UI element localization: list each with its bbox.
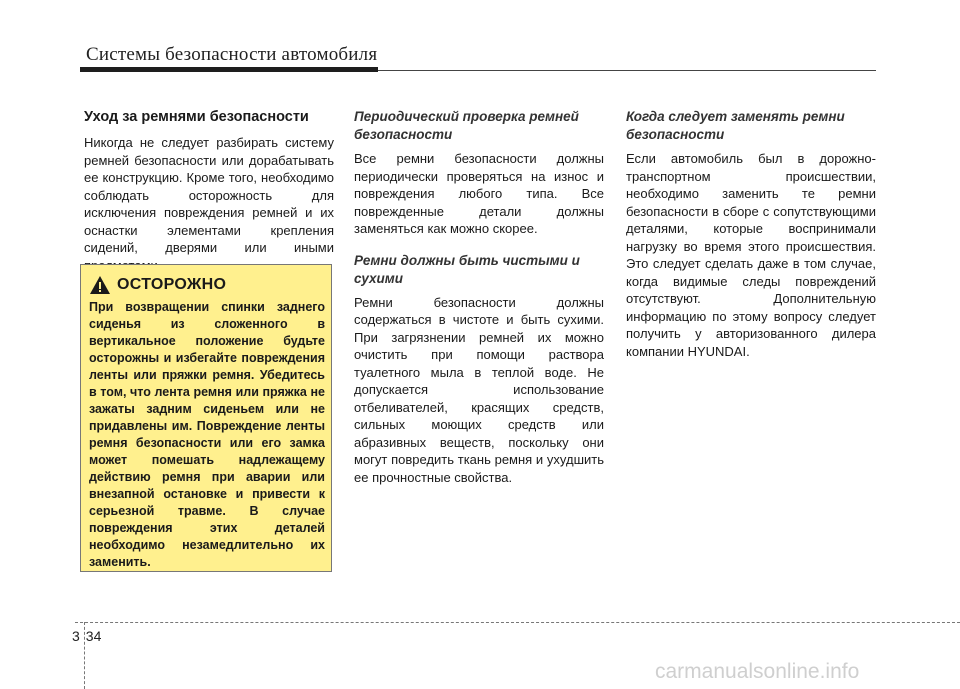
column-1 bbox=[84, 108, 334, 274]
paragraph-clean-dry: Ремни безопасности должны содержаться в чистоте и быть сухими. При загрязнении ремней их можно очистить при помощи раствора туалетного мыла в теплой воде. Не допускается использование отбеливателей, красящих средств, сильных моющих средств или абразивных веществ, поскольку они могут повредить ткань ремня и ухудшить ее прочностные свойства. bbox=[354, 294, 604, 485]
paragraph-belt-care: Никогда не следует разбирать систему ремней безопасности или дорабатывать ее конструкцию. Кроме того, необходимо соблюдать осторожность для исключения повреждения ремней и их оснастки элементами крепления сидений, дверями или иными bbox=[84, 135, 334, 255]
footer-rule bbox=[75, 622, 960, 623]
warning-triangle-icon bbox=[89, 275, 111, 295]
page-number bbox=[72, 628, 101, 644]
paragraph-periodic-check: Все ремни безопасности должны периодически проверяться на износ и повреждения любого типа. Все поврежденные детали должны заменяться как можно скорее. bbox=[354, 151, 604, 236]
paragraph-replace-belts: Если автомобиль был в дорожно-транспортном происшествии, необходимо заменить те ремни безопасности в сборе с сопутствующими деталями, которые воспринимали нагрузку во время этого происшествия. Это следует сделать даже в том случае, когда видимые следы повреждений отсутствуют. Дополнительную информацию по этому вопросу следует получить у авторизованного дилера компании HYUNDAI. bbox=[626, 151, 876, 359]
section-title: Системы безопасности автомобиля bbox=[86, 44, 378, 65]
column-3 bbox=[626, 108, 876, 360]
warning-text: При возвращении спинки заднего сиденья из сложенного в вертикальное положение будьте осторожны и избегайте повреждения ленты или пряжки ремня. Убедитесь в том, что лента ремня или пряжка не зажаты задним сиденьем или не придавлены им. Повреждение ленты ремня безопасности или его замка может помешать надлежащему действию ремня при аварии или внезапной остановке и привести к серьезной травме. В случае повреждения этих деталей необходимо незамедлительно их заменить. bbox=[89, 300, 325, 569]
column-2 bbox=[354, 108, 604, 486]
heading-periodic-check: Периодический проверка ремней безопасности bbox=[354, 109, 579, 142]
watermark-text: carmanualsonline.info bbox=[655, 660, 860, 683]
warning-header bbox=[89, 275, 226, 295]
warning-title: ОСТОРОЖНО bbox=[117, 276, 227, 293]
page-index: 34 bbox=[85, 628, 102, 644]
header-rule-thick bbox=[80, 67, 378, 72]
header-rule-thin bbox=[378, 70, 876, 71]
heading-clean-dry: Ремни должны быть чистыми и сухими bbox=[354, 252, 580, 286]
chapter-number: 3 bbox=[72, 628, 80, 644]
heading-replace-belts: Когда следует заменять ремни безопасности bbox=[626, 109, 845, 142]
warning-box bbox=[80, 264, 332, 572]
heading-belt-care: Уход за ремнями безопасности bbox=[84, 109, 309, 125]
